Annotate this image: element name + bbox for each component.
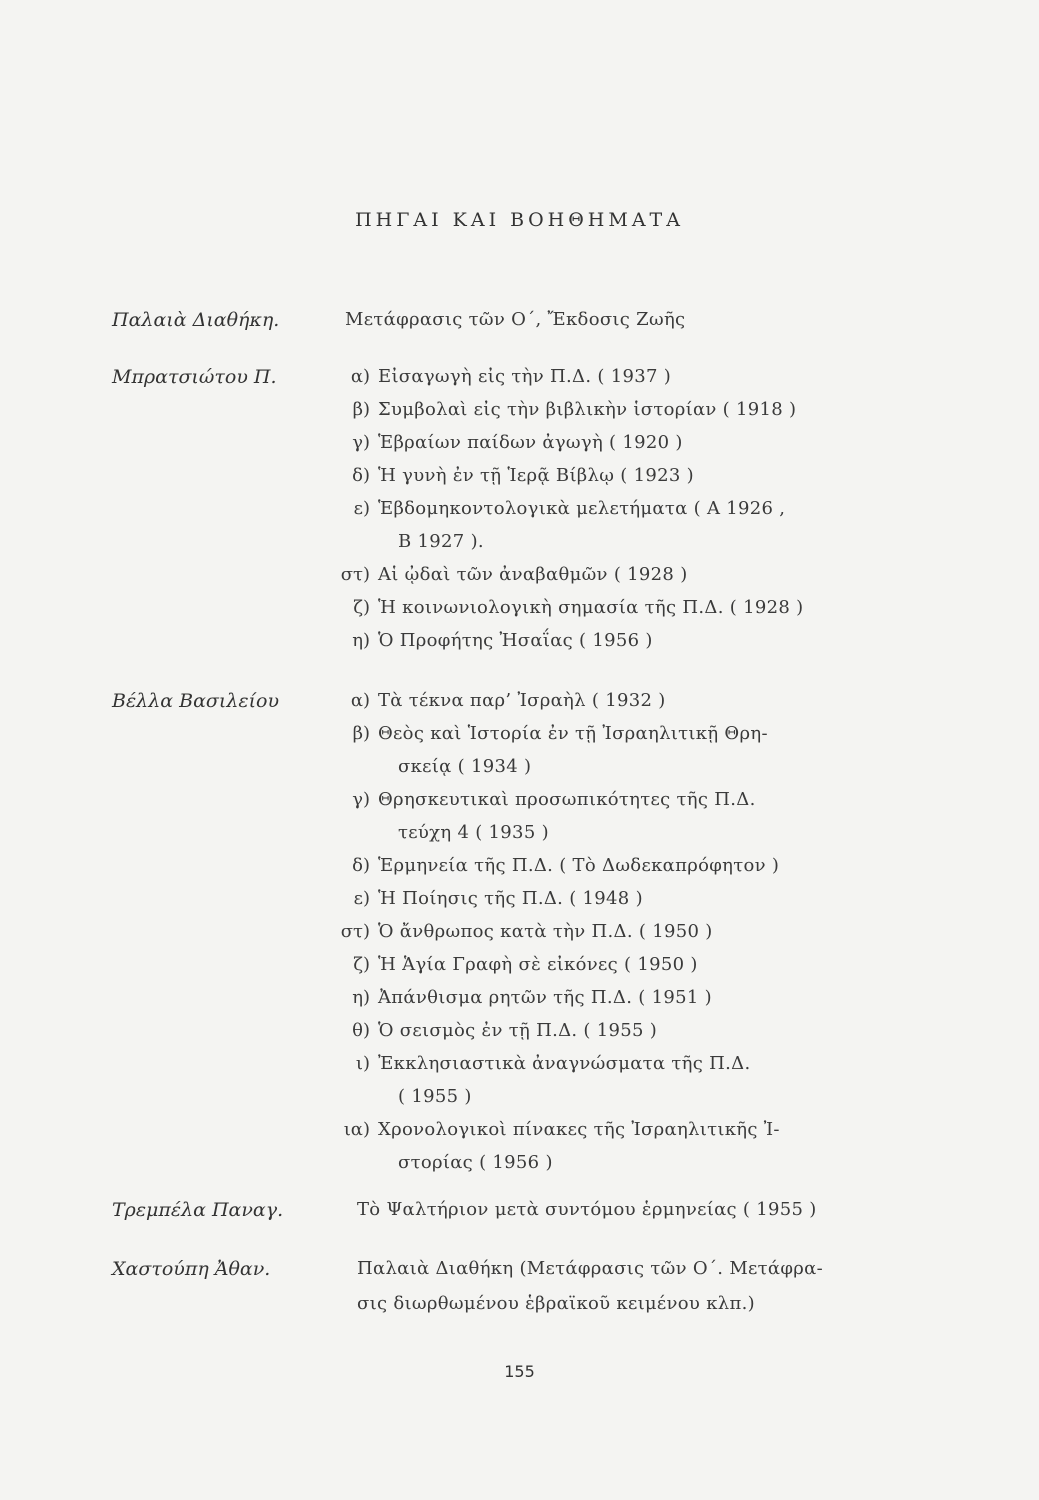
entry-label: β) bbox=[352, 723, 370, 744]
entry-text: Χρονολογικοὶ πίνακες τῆς Ἰσραηλιτικῆς Ἰ- bbox=[378, 1119, 780, 1140]
entry-label: ια) bbox=[343, 1119, 370, 1140]
entry-label: α) bbox=[350, 366, 370, 387]
entry-label: δ) bbox=[352, 465, 370, 486]
entry-text: Ἀπάνθισμα ρητῶν τῆς Π.Δ. ( 1951 ) bbox=[378, 987, 712, 1008]
entry-label: στ) bbox=[340, 564, 370, 585]
entry-label: ζ) bbox=[353, 954, 370, 975]
author-name: Τρεμπέλα Παναγ. bbox=[112, 1199, 284, 1221]
entry-text: Τὸ Ψαλτήριον μετὰ συντόμου ἑρμηνείας ( 1955 ) bbox=[357, 1199, 817, 1220]
entry-label: θ) bbox=[352, 1020, 370, 1041]
entry-label: στ) bbox=[340, 921, 370, 942]
entry-label: δ) bbox=[352, 855, 370, 876]
entry-label: β) bbox=[352, 399, 370, 420]
entry-text: Θεὸς καὶ Ἱστορία ἐν τῇ Ἰσραηλιτικῇ Θρη- bbox=[378, 723, 768, 744]
entry-text: Θρησκευτικαὶ προσωπικότητες τῆς Π.Δ. bbox=[378, 789, 756, 810]
entry-label: γ) bbox=[352, 432, 370, 453]
entry-text: Ἡ γυνὴ ἐν τῇ Ἱερᾷ Βίβλῳ ( 1923 ) bbox=[378, 465, 694, 486]
entry-label: η) bbox=[352, 630, 370, 651]
entry-text: Ὁ Προφήτης Ἠσαΐας ( 1956 ) bbox=[378, 630, 653, 651]
entry-text: Ἡ κοινωνιολογικὴ σημασία τῆς Π.Δ. ( 1928 ) bbox=[378, 597, 804, 618]
author-name: Μπρατσιώτου Π. bbox=[112, 366, 277, 388]
author-name: Χαστούπη Ἀθαν. bbox=[112, 1258, 271, 1280]
entry-text: Παλαιὰ Διαθήκη (Μετάφρασις τῶν Ο΄. Μετάφρα- bbox=[357, 1258, 824, 1279]
entry-continuation: τεύχη 4 ( 1935 ) bbox=[398, 822, 549, 843]
entry-continuation: στορίας ( 1956 ) bbox=[398, 1152, 553, 1173]
entry-text: Ὁ σεισμὸς ἐν τῇ Π.Δ. ( 1955 ) bbox=[378, 1020, 658, 1041]
entry-continuation: ( 1955 ) bbox=[398, 1086, 472, 1107]
entry-text: Ἑβδομηκοντολογικὰ μελετήματα ( Α 1926 , bbox=[378, 498, 786, 519]
entry-text: Ὁ ἄνθρωπος κατὰ τὴν Π.Δ. ( 1950 ) bbox=[378, 921, 713, 942]
entry-text: Τὰ τέκνα παρ’ Ἰσραὴλ ( 1932 ) bbox=[378, 690, 666, 711]
entry-continuation: Β 1927 ). bbox=[398, 531, 484, 552]
entry-label: ε) bbox=[353, 888, 370, 909]
author-name: Παλαιὰ Διαθήκη. bbox=[112, 309, 280, 331]
entry-text: Ἑβραίων παίδων ἀγωγὴ ( 1920 ) bbox=[378, 432, 683, 453]
entry-label: η) bbox=[352, 987, 370, 1008]
entry-text: Ἡ Ἁγία Γραφὴ σὲ εἰκόνες ( 1950 ) bbox=[378, 954, 698, 975]
entry-text: Αἱ ᾠδαὶ τῶν ἀναβαθμῶν ( 1928 ) bbox=[378, 564, 688, 585]
entry-continuation: σις διωρθωμένου ἑβραϊκοῦ κειμένου κλπ.) bbox=[357, 1293, 755, 1314]
page-number: 155 bbox=[504, 1362, 535, 1381]
entry-text: Συμβολαὶ εἰς τὴν βιβλικὴν ἱστορίαν ( 1918 ) bbox=[378, 399, 797, 420]
entry-label: α) bbox=[350, 690, 370, 711]
entry-continuation: σκείᾳ ( 1934 ) bbox=[398, 756, 532, 777]
entry-text: Μετάφρασις τῶν Ο΄, Ἔκδοσις Ζωῆς bbox=[345, 309, 686, 330]
entry-text: Ἡ Ποίησις τῆς Π.Δ. ( 1948 ) bbox=[378, 888, 643, 909]
page-title: ΠΗΓΑΙ ΚΑΙ ΒΟΗΘΗΜΑΤΑ bbox=[355, 209, 684, 231]
entry-text: Εἰσαγωγὴ εἰς τὴν Π.Δ. ( 1937 ) bbox=[378, 366, 672, 387]
entry-label: ε) bbox=[353, 498, 370, 519]
entry-text: Ἐκκλησιαστικὰ ἀναγνώσματα τῆς Π.Δ. bbox=[378, 1053, 751, 1074]
entry-text: Ἑρμηνεία τῆς Π.Δ. ( Τὸ Δωδεκαπρόφητον ) bbox=[378, 855, 780, 876]
entry-label: ζ) bbox=[353, 597, 370, 618]
entry-label: ι) bbox=[355, 1053, 370, 1074]
entry-label: γ) bbox=[352, 789, 370, 810]
author-name: Βέλλα Βασιλείου bbox=[112, 690, 280, 712]
